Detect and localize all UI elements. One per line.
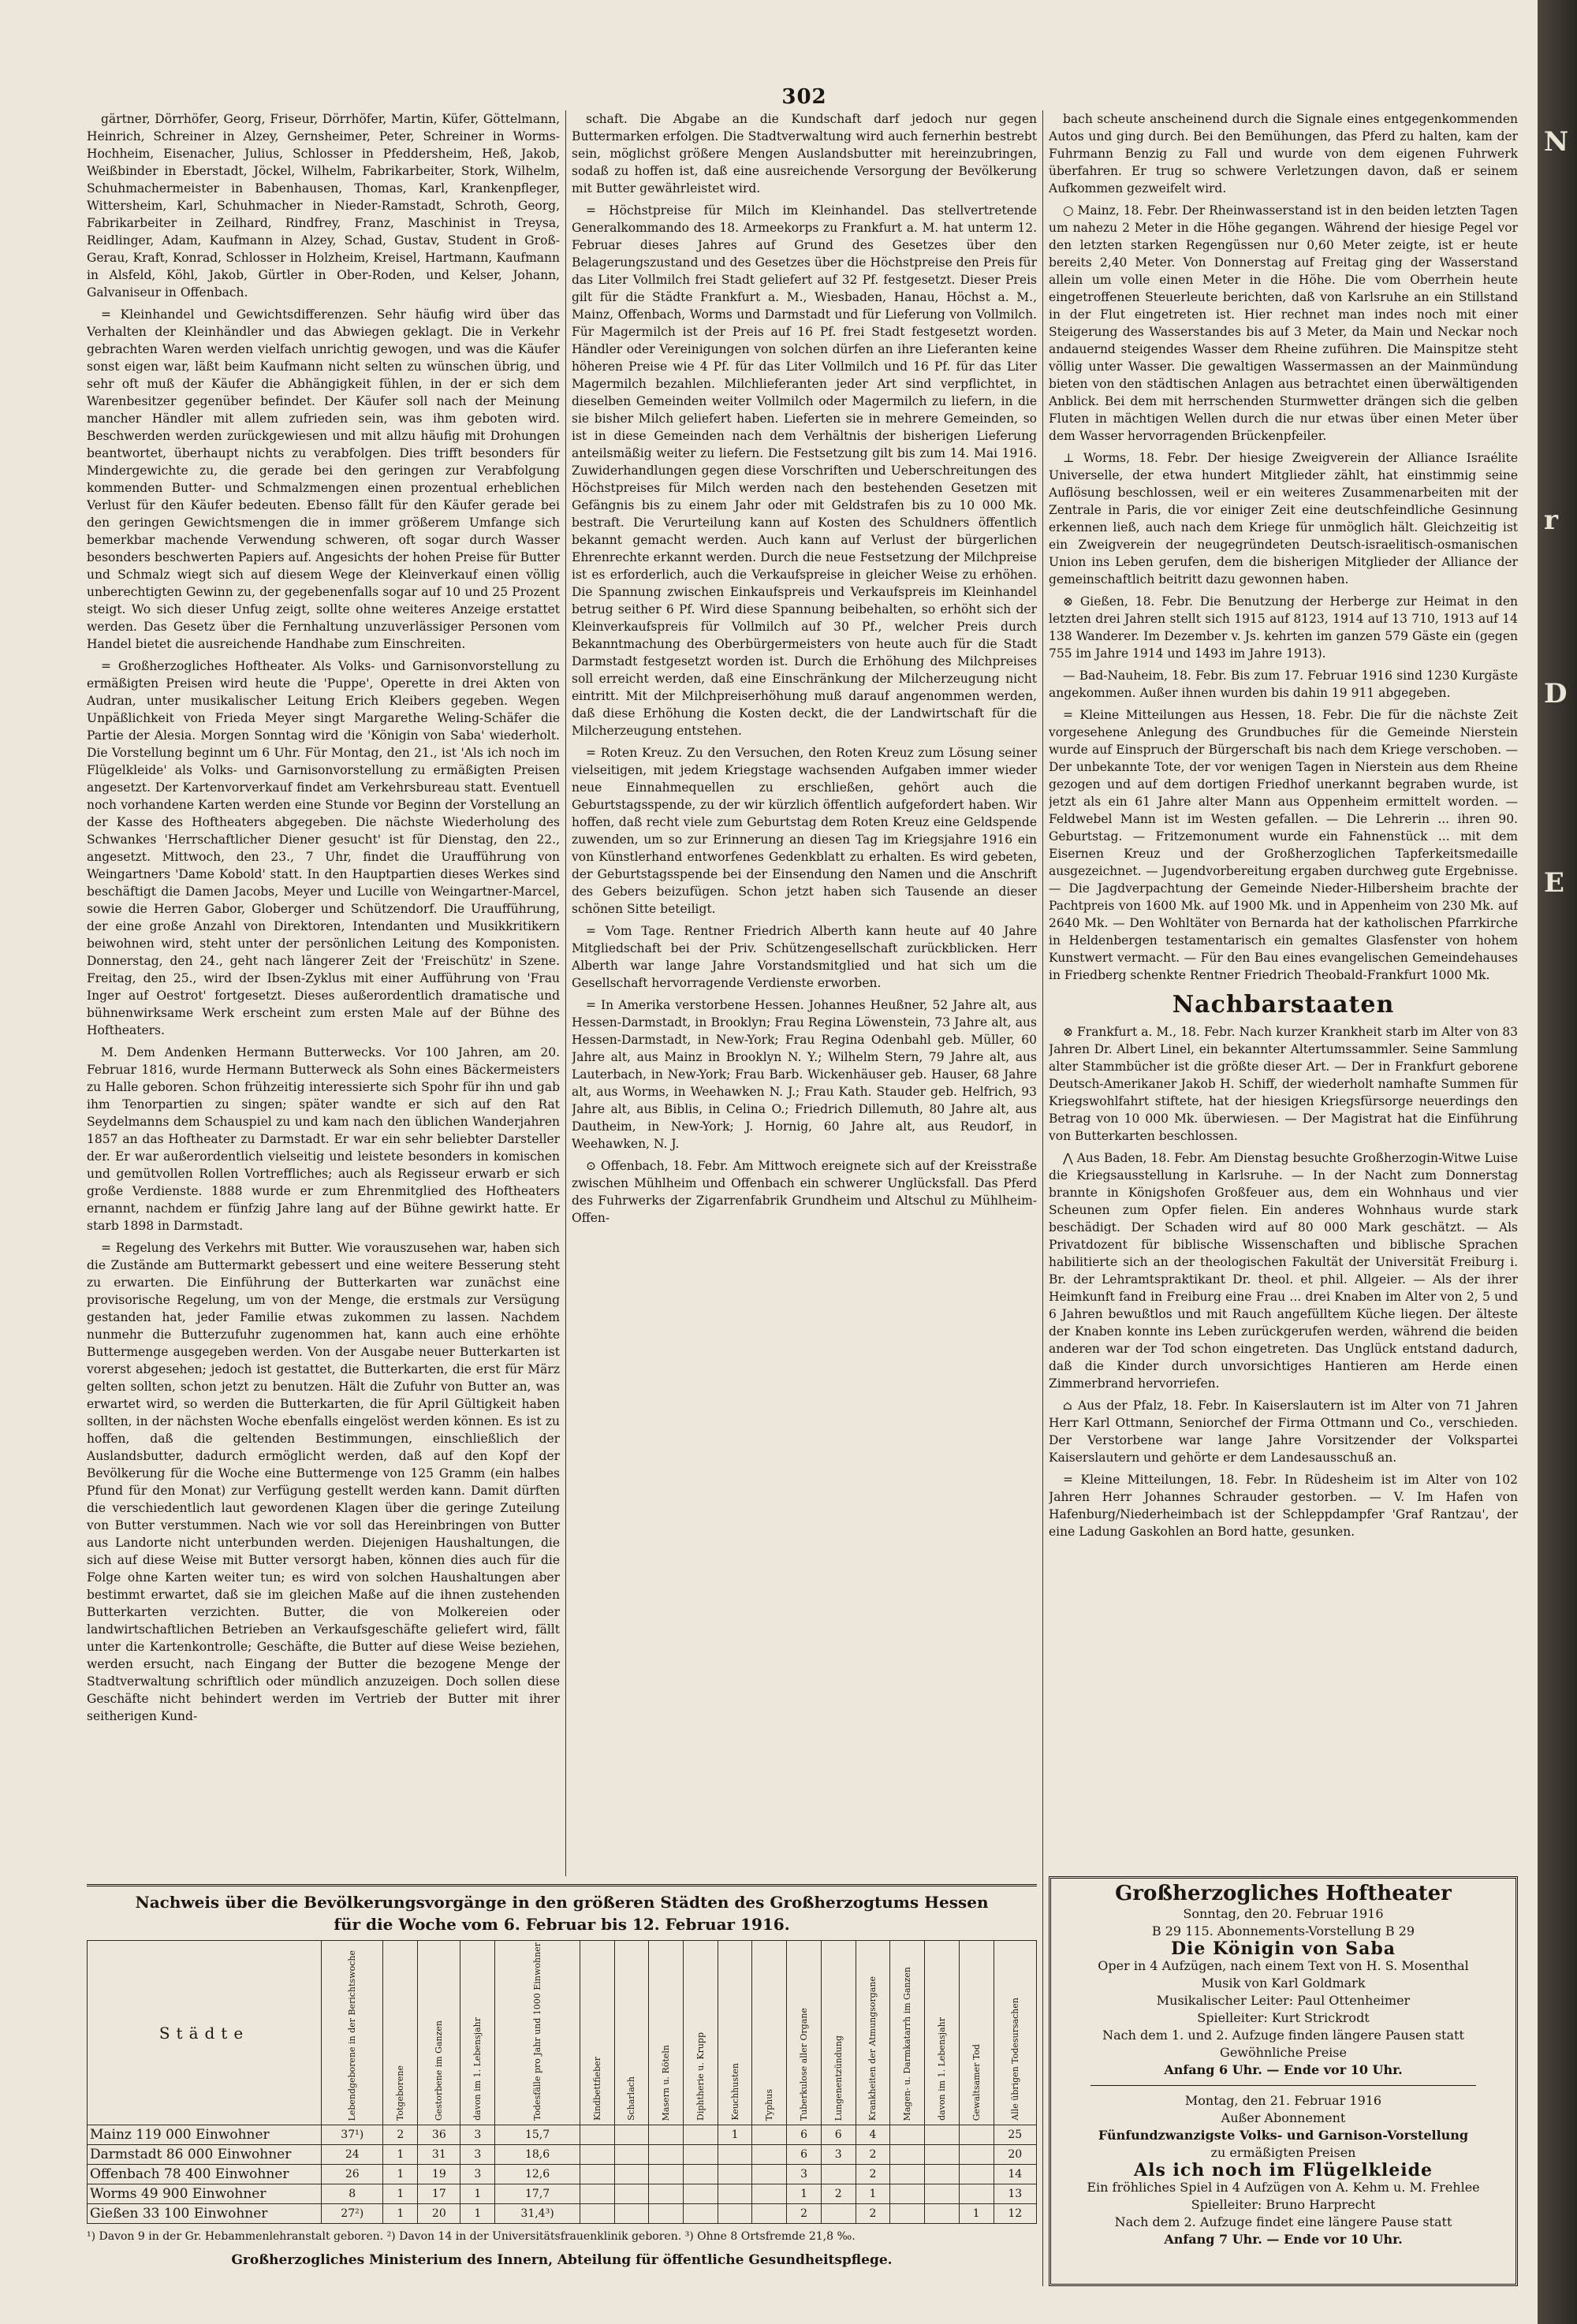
population-table <box>87 1940 1037 2224</box>
table-title <box>87 1884 1037 1935</box>
table-header-label: Lebendgeborene in der Berichtswoche <box>347 1950 358 2121</box>
table-header-cell <box>383 1941 418 2125</box>
table-cell: 27²) <box>322 2204 383 2224</box>
table-header-label: davon im 1. Lebensjahr <box>936 2017 947 2121</box>
theater-play-title: Die Königin von Saba <box>1170 1939 1396 1959</box>
table-cell: 3 <box>460 2145 495 2165</box>
table-cell-city: Mainz 119 000 Einwohner <box>88 2125 322 2145</box>
adjacent-page-edge <box>1538 0 1577 2324</box>
column-divider <box>565 110 566 1876</box>
table-row <box>88 2165 1037 2184</box>
table-footer: Großherzogliches Ministerium des Innern, Abteilung für öffentliche Gesundheitspflege. <box>231 2252 893 2269</box>
table-cell: 8 <box>322 2184 383 2204</box>
table-cell: 6 <box>787 2125 822 2145</box>
table-header-label: Tuberkulose aller Organe <box>799 2007 810 2121</box>
table-header-label: Totgeborene <box>395 2065 406 2121</box>
table-cell <box>684 2125 718 2145</box>
table-cell <box>890 2165 925 2184</box>
column-divider <box>1042 110 1043 2286</box>
article-paragraph: ⊥ Worms, 18. Febr. Der hiesige Zweigverein der Alliance Israélite Universelle, der etwa hundert Mitglieder zählt, hat einstimmig seine Auflösung beschlossen, weil er ein weiteres Zusammenarbeiten mit der Zentrale in Paris, die vor einiger Zeit eine deutschfeindliche Gesinnung erkennen ließ, auch nach dem Kriege für unmöglich hält. Gleichzeitig ist ein Zweigverein der neugegründeten Deutsch-israelitisch-osmanischen Union ins Leben gerufen, dem die bisherigen Mitglieder der Alliance der gemeinschaftlich beitritt dazu gewonnen haben. <box>1049 451 1518 587</box>
table-cell: 1 <box>856 2184 890 2204</box>
table-cell: 15,7 <box>495 2125 580 2145</box>
table-cell <box>614 2204 649 2224</box>
article-paragraph: = Roten Kreuz. Zu den Versuchen, den Roten Kreuz zum Lösung seiner vielseitigen, mit jedem Kriegstage wachsenden Aufgaben immer wieder neue Einnahmequellen zu erschließen, gehört auch die Geburtstagsspende, zu der wir kürzlich öffentlich aufgefordert haben. Wir hoffen, daß recht viele zum Geburtstag dem Roten Kreuz eine Geldspende zuwenden, um so zur Erinnerung an diesen Tag im Kriegsjahre 1916 ein von Künstlerhand entworfenes Gedenkblatt zu erhalten. Es wird gebeten, der Geburtstagsspende bei der Einsendung den Namen und die Anschrift des Gebers beizufügen. Schon jetzt haben sich Tausende an dieser schönen Sitte beteiligt. <box>572 746 1037 916</box>
article-paragraph: M. Dem Andenken Hermann Butterwecks. Vor 100 Jahren, am 20. Februar 1816, wurde Hermann Butterweck als Sohn eines Bäckermeisters zu Halle geboren. Schon frühzeitig interessierte sich Spohr für ihn und gab ihm Tenorpartien zu singen; später wandte er sich auf den Rat Seydelmanns dem Schauspiel zu und kam nach den üblichen Wanderjahren 1857 an das Hoftheater zu Darmstadt. Er war ein sehr beliebter Darsteller der. Er war außerordentlich vielseitig und leistete besonders in komischen und gemütvollen Rollen Vortreffliches; auch als Regisseur erwarb er sich große Verdienste. 1888 wurde er zum Ehrenmitglied des Hoftheaters ernannt, nachdem er fünfzig Jahre lang auf der Bühne gewirkt hatte. Er starb 1898 in Darmstadt. <box>87 1045 560 1233</box>
page-number: 302 <box>781 85 827 109</box>
table-header-cell <box>614 1941 649 2125</box>
table-cell <box>718 2145 752 2165</box>
table-header-label: Kindbettfieber <box>591 2057 602 2121</box>
table-row <box>88 2125 1037 2145</box>
article-paragraph: — Bad-Nauheim, 18. Febr. Bis zum 17. Februar 1916 sind 1230 Kurgäste angekommen. Außer ihnen wurden bis dahin 19 911 abgegeben. <box>1049 669 1518 700</box>
table-cell <box>580 2145 614 2165</box>
table-header-cell <box>684 1941 718 2125</box>
table-cell: 1 <box>383 2184 418 2204</box>
article-paragraph: gärtner, Dörrhöfer, Georg, Friseur, Dörrhöfer, Martin, Küfer, Göttelmann, Heinrich, Schreiner in Alzey, Gernsheimer, Peter, Schreiner in Worms-Hochheim, Eisenacher, Julius, Schlosser in Pfeddersheim, Heß, Jakob, Weißbinder in Eberstadt, Jöckel, Wilhelm, Fabrikarbeiter, Stork, Wilhelm, Schuhmachermeister in Babenhausen, Thomas, Karl, Krankenpfleger, Wittersheim, Karl, Schuhmacher in Nieder-Ramstadt, Schroth, Georg, Fabrikarbeiter in Zeilhard, Rindfrey, Franz, Maschinist in Treysa, Reidlinger, Adam, Kaufmann in Alzey, Schad, Gustav, Student in Groß-Gerau, Kraft, Konrad, Schlosser in Holzheim, Kreisel, Hartmann, Kaufmann in Alsfeld, Köhl, Jakob, Gürtler in Ober-Roden, und Kelser, Johann, Galvaniseur in Offenbach. <box>87 112 560 300</box>
table-cell: 6 <box>787 2145 822 2165</box>
table-cell <box>752 2184 787 2204</box>
article-paragraph: ⊗ Frankfurt a. M., 18. Febr. Nach kurzer Krankheit starb im Alter von 83 Jahren Dr. Albert Linel, ein bekannter Altertumssammler. Seine Sammlung alter Stammbücher ist die größte dieser Art. — Der in Frankfurt geborene Deutsch-Amerikaner Jakob H. Schiff, der wiederholt namhafte Summen für Kriegswohlfahrt stiftete, hat der hiesigen Kriegsfürsorge neuerdings den Betrag von 10 000 Mk. überwiesen. — Der Magistrat hat die Einführung von Butterkarten beschlossen. <box>1049 1025 1518 1143</box>
table-cell: 1 <box>718 2125 752 2145</box>
table-cell: 6 <box>821 2125 856 2145</box>
table-cell: 3 <box>460 2165 495 2184</box>
table-cell: 1 <box>959 2204 994 2224</box>
table-cell <box>614 2125 649 2145</box>
table-cell: 3 <box>787 2165 822 2184</box>
table-header-label: Diphtherie u. Krupp <box>695 2032 706 2121</box>
table-cell <box>890 2184 925 2204</box>
article-paragraph: ⊙ Offenbach, 18. Febr. Am Mittwoch ereignete sich auf der Kreisstraße zwischen Mühlheim und Offenbach ein schwerer Unglücksfall. Das Pferd des Fuhrwerks der Zigarrenfabrik Grundheim und Altschul zu Mühlheim-Offen- <box>572 1159 1037 1225</box>
theater-play-desc: Ein fröhliches Spiel in 4 Aufzügen von A. Kehm u. M. Frehlee <box>1087 2180 1480 2195</box>
table-cell <box>752 2165 787 2184</box>
table-cell: 4 <box>856 2125 890 2145</box>
table-cell <box>821 2165 856 2184</box>
article-paragraph: = Kleine Mitteilungen, 18. Febr. In Rüdesheim ist im Alter von 102 Jahren Herr Johannes Schrauder gestorben. — V. Im Hafen von Hafenburg/Niederheimbach ist der Schleppdampfer 'Graf Rantzau', der eine Ladung Gaskohlen an Bord hatte, gesunken. <box>1049 1473 1518 1539</box>
table-cell <box>614 2184 649 2204</box>
theater-day: Sonntag, den 20. Februar 1916 <box>1183 1906 1384 1921</box>
table-cell: 20 <box>994 2145 1037 2165</box>
table-header-cell <box>718 1941 752 2125</box>
article-paragraph: schaft. Die Abgabe an die Kundschaft darf jedoch nur gegen Buttermarken erfolgen. Die Stadtverwaltung wird auch fernerhin bestrebt sein, möglichst größere Mengen Auslandsbutter mit hereinzubringen, sodaß zu hoffen ist, daß eine ausreichende Versorgung der Bevölkerung mit Butter gewährleistet wird. <box>572 112 1037 196</box>
table-cell: 17 <box>418 2184 460 2204</box>
table-cell <box>614 2165 649 2184</box>
table-header-cell <box>460 1941 495 2125</box>
table-cell <box>821 2204 856 2224</box>
table-cell: 20 <box>418 2204 460 2224</box>
table-row <box>88 2184 1037 2204</box>
middle-column <box>572 110 1037 1876</box>
theater-title: Großherzogliches Hoftheater <box>1115 1882 1452 1905</box>
table-cell <box>580 2204 614 2224</box>
article-paragraph: bach scheute anscheinend durch die Signale eines entgegenkommenden Autos und ging durch. Bei den Bemühungen, das Pferd zu halten, kam der Fuhrmann Benzig zu Fall und wurde von dem eigenen Fuhrwerk überfahren. Er trug so schwere Verletzungen davon, daß er seinem Aufkommen gezweifelt wird. <box>1049 112 1518 196</box>
table-cell: 12,6 <box>495 2165 580 2184</box>
table-header-cell <box>994 1941 1037 2125</box>
table-cell: 17,7 <box>495 2184 580 2204</box>
table-row <box>88 2204 1037 2224</box>
table-cell-city: Offenbach 78 400 Einwohner <box>88 2165 322 2184</box>
table-cell: 1 <box>383 2204 418 2224</box>
table-header-cell <box>787 1941 822 2125</box>
article-paragraph: ⌂ Aus der Pfalz, 18. Febr. In Kaiserslautern ist im Alter von 71 Jahren Herr Karl Ottmann, Seniorchef der Firma Ottmann und Co., verschieden. Der Verstorbene war lange Jahre Vorsitzender der Volkspartei Kaiserslautern und gehörte er dem Landesausschuß an. <box>1049 1398 1518 1465</box>
table-cell <box>649 2125 684 2145</box>
table-header-cell <box>959 1941 994 2125</box>
table-cell <box>684 2204 718 2224</box>
article-paragraph: ○ Mainz, 18. Febr. Der Rheinwasserstand ist in den beiden letzten Tagen um nahezu 2 Meter in die Höhe gegangen. Während der hiesige Pegel vor den letzten starken Regengüssen nur 0,60 Meter zeigte, ist er heute bereits 2,40 Meter. Von Donnerstag auf Freitag ging der Wasserstand allein um volle einen Meter in die Höhe. Die vom Oberrhein heute eingetroffenen Steuerleute berichten, daß von Karlsruhe an ein Stillstand in der Flut eingetreten ist. Hier rechnet man indes noch mit einer Steigerung des Wasserstandes bis auf 3 Meter, da Main und Neckar noch andauernd steigendes Wasser dem Rheine zuführen. Die Mainspitze steht völlig unter Wasser. Die gewaltigen Wassermassen an der Mainmündung bieten von den städtischen Anlagen aus betrachtet einen überwältigenden Anblick. Bei dem mit herrschenden Sturmwetter drängen sich die gelben Fluten in mächtigen Wellen durch die nur etwas über einen Meter über dem Wasser hervorragenden Brückenpfeiler. <box>1049 203 1518 443</box>
table-cell-city: Gießen 33 100 Einwohner <box>88 2204 322 2224</box>
table-cell: 31,4³) <box>495 2204 580 2224</box>
table-cell <box>925 2145 960 2165</box>
table-cell-city: Darmstadt 86 000 Einwohner <box>88 2145 322 2165</box>
table-header-cell <box>322 1941 383 2125</box>
table-cell: 25 <box>994 2125 1037 2145</box>
table-cell <box>684 2165 718 2184</box>
table-cell: 26 <box>322 2165 383 2184</box>
table-cell: 19 <box>418 2165 460 2184</box>
table-cell <box>959 2145 994 2165</box>
table-cell: 12 <box>994 2204 1037 2224</box>
table-cell: 3 <box>821 2145 856 2165</box>
table-cell <box>959 2125 994 2145</box>
table-cell: 2 <box>856 2165 890 2184</box>
table-cell: 2 <box>383 2125 418 2145</box>
table-header-label: Krankheiten der Atmungsorgane <box>867 1976 878 2121</box>
table-cell <box>959 2165 994 2184</box>
table-cell: 1 <box>460 2184 495 2204</box>
table-cell <box>649 2184 684 2204</box>
table-header-cell <box>580 1941 614 2125</box>
table-header-cell <box>495 1941 580 2125</box>
table-cell <box>925 2184 960 2204</box>
table-notes: ¹) Davon 9 in der Gr. Hebammenlehranstalt geboren. ²) Davon 14 in der Universitätsfrauenklinik geboren. ³) Ohne 8 Ortsfremde 21,8 ‰. <box>87 2230 856 2244</box>
edge-letter: r <box>1544 505 1558 536</box>
edge-letter: N <box>1544 126 1569 158</box>
theater-day: Montag, den 21. Februar 1916 <box>1184 2093 1382 2108</box>
table-cell <box>890 2145 925 2165</box>
theater-abo-prices: zu ermäßigten Preisen <box>1210 2145 1356 2160</box>
table-cell: 2 <box>856 2145 890 2165</box>
theater-time: Anfang 6 Uhr. — Ende vor 10 Uhr. <box>1164 2062 1403 2077</box>
article-paragraph: = Regelung des Verkehrs mit Butter. Wie vorauszusehen war, haben sich die Zustände am Buttermarkt gebessert und eine weitere Besserung steht zu erwarten. Die Einführung der Butterkarten war zunächst eine provisorische Regelung, um von der Menge, die erstmals zur Versügung gestanden hat, jeder Familie etwas zukommen zu lassen. Nachdem nunmehr die Butterzufuhr zugenommen hat, kann auch eine erhöhte Buttermenge ausgegeben werden. Von der Ausgabe neuer Butterkarten ist vorerst abgesehen; jedoch ist gestattet, die Butterkarten, die erst für März gelten sollten, schon jetzt zu benutzen. Hält die Zufuhr von Butter an, was erwartet wird, so werden die Butterkarten, die für April Gültigkeit haben sollten, in der nächsten Woche ebenfalls eingelöst werden können. Es ist zu hoffen, daß die geltenden Bestimmungen, einschließlich der Auslandsbutter, dadurch ermöglicht werden, daß auf den Kopf der Bevölkerung für die Woche eine Buttermenge von 125 Gramm (ein halbes Pfund für den Monat) zur Verfügung gestellt werden kann. Damit dürften die verschiedentlich laut gewordenen Klagen über die geringe Zuteilung von Butter verstummen. Nach wie vor soll das Hereinbringen von Butter aus Landorte nicht unterbunden werden. Diejenigen Haushaltungen, die sich auf diese Weise mit Butter versorgt haben, können dies auch für die Folge ohne Karten weiter tun; es wird von solchen Haushaltungen aber bestimmt erwartet, daß sie im gleichen Maße auf die ihnen zustehenden Butterkarten verzichten. Butter, die von Molkereien oder landwirtschaftlichen Betrieben an Verkaufsgeschäfte geliefert wird, fällt unter die Kartenkontrolle; Geschäfte, die Butter auf diese Weise beziehen, werden ersucht, nach Eingang der Butter die bezogene Menge der Stadtverwaltung schriftlich oder mündlich anzuzeigen. Doch sollen diese Geschäfte nicht behindert werden im Vertrieb der Butter mit ihrer seitherigen Kund- <box>87 1241 560 1723</box>
table-header-label: Gewaltsamer Tod <box>971 2043 982 2121</box>
table-cell <box>959 2184 994 2204</box>
theater-play-desc: Oper in 4 Aufzügen, nach einem Text von H. S. Mosenthal <box>1098 1958 1469 1973</box>
table-header-label: Alle übrigen Todesursachen <box>1009 1998 1020 2121</box>
theater-pause: Nach dem 1. und 2. Aufzuge finden längere Pausen statt <box>1102 2028 1464 2043</box>
article-paragraph: ⋀ Aus Baden, 18. Febr. Am Dienstag besuchte Großherzogin-Witwe Luise die Kriegsausstellung in Karlsruhe. — In der Nacht zum Donnerstag brannte in Königshofen Großfeuer aus, dem ein Wohnhaus und vier Scheunen zum Opfer fielen. Ein anderes Wohnhaus wurde stark beschädigt. Der Schaden wird auf 80 000 Mark geschätzt. — Als Privatdozent für biblische Wissenschaften und biblische Sprachen habilitierte sich an der theologischen Fakultät der Universität Freiburg i. Br. der Lehramtspraktikant Dr. theol. et phil. Allgeier. — Als der ihrer Heimkunft fand in Freiburg eine Frau ... drei Knaben im Alter von 2, 5 und 6 Jahren bewußtlos und mit Rauch angefülltem Küche liegen. Der älteste der Knaben konnte ins Leben zurückgerufen werden, während die beiden anderen war der Tod schon eingetreten. Das Unglück entstand dadurch, daß die Kinder durch unvorsichtiges Hantieren am Herde einen Zimmerbrand hervorriefen. <box>1049 1151 1518 1391</box>
theater-director: Spielleiter: Kurt Strickrodt <box>1197 2010 1370 2025</box>
table-header-label: Masern u. Röteln <box>661 2044 672 2121</box>
table-cell: 31 <box>418 2145 460 2165</box>
table-cell: 1 <box>383 2165 418 2184</box>
table-title-line: für die Woche vom 6. Februar bis 12. Februar 1916. <box>334 1915 790 1934</box>
table-cell: 2 <box>856 2204 890 2224</box>
table-header-label: Keuchhusten <box>729 2063 740 2121</box>
section-heading: Nachbarstaaten <box>1172 991 1395 1019</box>
table-cell: 14 <box>994 2165 1037 2184</box>
table-cell <box>580 2165 614 2184</box>
table-header-label: davon im 1. Lebensjahr <box>472 2017 483 2121</box>
article-paragraph: = Vom Tage. Rentner Friedrich Alberth kann heute auf 40 Jahre Mitgliedschaft bei der Priv. Schützengesellschaft zurückblicken. Herr Alberth war lange Jahre Vorstandsmitglied und hat sich um die Gesellschaft hervorragende Verdienste erworben. <box>572 924 1037 990</box>
table-header-cell <box>418 1941 460 2125</box>
article-paragraph: = Kleine Mitteilungen aus Hessen, 18. Febr. Die für die nächste Zeit vorgesehene Anlegung des Grundbuches für die Gemeinde Nierstein wurde auf Einspruch der Bürgerschaft bis nach dem Kriege verschoben. — Der unbekannte Tote, der vor wenigen Tagen in Nierstein aus dem Rheine gezogen und auf dem dortigen Friedhof unerkannt begraben wurde, ist jetzt als ein 61 Jahre alter Mann aus Oppenheim ermittelt worden. — Feldwebel Mann ist im Westen gefallen. — Die Lehrerin ... ihren 90. Geburtstag. — Fritzemonument wurde ein Fahnenstück ... mit dem Eisernen Kreuz und der Großherzoglichen Tapferkeitsmedaille ausgezeichnet. — Jugendvorbereitung ergaben durchweg gute Ergebnisse. — Die Jagdverpachtung der Gemeinde Nieder-Hilbersheim brachte der Pachtpreis von 1600 Mk. auf 1900 Mk. und in Appenheim von 230 Mk. auf 2640 Mk. — Den Wohltäter von Bernarda hat der katholischen Pfarrkirche in Heldenbergen testamentarisch ein gemaltes Glasfenster von hohem Kunstwert vermacht. — Für den Bau eines evangelischen Gemeindehauses in Friedberg schenkte Rentner Friedrich Theobald-Frankfurt 1000 Mk. <box>1049 708 1518 982</box>
table-cell <box>649 2204 684 2224</box>
article-paragraph: = Höchstpreise für Milch im Kleinhandel. Das stellvertretende Generalkommando des 18. Armeekorps zu Frankfurt a. M. hat unterm 12. Februar dieses Jahres auf Grund des Gesetzes über den Belagerungszustand und des Gesetzes über die Höchstpreise den Preis für das Liter Vollmilch frei Stadt geliefert auf 32 Pf. festgesetzt. Dieser Preis gilt für die Städte Frankfurt a. M., Wiesbaden, Hanau, Höchst a. M., Mainz, Offenbach, Worms und Darmstadt und für Lieferung von Vollmilch. Für Magermilch ist der Preis auf 16 Pf. frei Stadt festgesetzt worden. Händler oder Vereinigungen von solchen dürfen an ihre Lieferanten keine höheren Preise wie 4 Pf. für das Liter Vollmilch und 16 Pf. für das Liter Magermilch bezahlen. Milchlieferanten jeder Art sind verpflichtet, in dieselben Gemeinden weiter Vollmilch oder Magermilch zu liefern, in die sie bisher Milch geliefert haben. Lieferten sie in mehrere Gemeinden, so ist in diese Gemeinden nach dem Verhältnis der bisherigen Lieferung anteilsmäßig weiter zu liefern. Die Festsetzung gilt bis zum 14. Mai 1916. Zuwiderhandlungen gegen diese Vorschriften und Ueberschreitungen des Höchstpreises für Milch werden nach den bestehenden Gesetzen mit Gefängnis bis zu einem Jahr oder mit Geldstrafen bis zu 10 000 Mk. bestraft. Die Verurteilung kann auf Kosten des Schuldners öffentlich bekannt gemacht werden. Auch kann auf Verlust der bürgerlichen Ehrenrechte erkannt werden. Durch die neue Festsetzung der Milchpreise ist es erforderlich, auch die Verkaufspreise in gleicher Weise zu erhöhen. Die Spannung zwischen Einkaufspreis und Verkaufspreis im Kleinhandel betrug seither 6 Pf. Wird diese Spannung beibehalten, so erhöht sich der Kleinverkaufspreis für Vollmilch auf 30 Pf., welcher Preis durch Bekanntmachung des Oberbürgermeisters von heute auch für die Stadt Darmstadt festgesetzt worden ist. Durch die Erhöhung des Milchpreises soll erreicht werden, daß eine Einschränkung der Milcherzeugung nicht eintritt. Mit der Milchpreiserhöhung muß darauf angenommen werden, daß diese Erhöhung die Kosten deckt, die der Landwirtschaft für die Milcherzeugung entstehen. <box>572 203 1037 738</box>
table-cell <box>752 2125 787 2145</box>
edge-letter: D <box>1544 678 1568 709</box>
theater-time: Anfang 7 Uhr. — Ende vor 10 Uhr. <box>1164 2232 1403 2247</box>
table-header-cell <box>856 1941 890 2125</box>
table-header-label: Lungenentzündung <box>833 2035 844 2121</box>
theater-pause: Nach dem 2. Aufzuge findet eine längere Pause statt <box>1114 2214 1452 2229</box>
table-header-label: Scharlach <box>626 2076 637 2121</box>
table-cell <box>890 2125 925 2145</box>
table-cell <box>925 2204 960 2224</box>
table-header-label: Todesfälle pro Jahr und 1000 Einwohner <box>532 1942 543 2121</box>
table-cell: 2 <box>821 2184 856 2204</box>
article-paragraph: = Kleinhandel und Gewichtsdifferenzen. Sehr häufig wird über das Verhalten der Kleinhändler und das Abwiegen geklagt. Die in Verkehr gebrachten Waren werden vielfach unrichtig gewogen, und was die Käufer sonst eigen war, läßt beim Kaufmann nicht selten zu wünschen übrig, und sehr oft muß der Käufer die Abhängigkeit fühlen, in der er sich dem Warenbesitzer gegenüber befindet. Der Käufer soll nach der Meinung mancher Händler mit allem zufrieden sein, was ihm geboten wird. Beschwerden werden zurückgewiesen und mit allzu häufig mit Drohungen beantwortet, überhaupt nichts zu verabfolgen. Dies trifft besonders für Mindergewichte zu, die gerade bei den geringen zur Verabfolgung kommenden Butter- und Schmalzmengen einen prozentual erheblichen Verlust für den Käufer bedeuten. Ebenso fällt für den Käufer gerade bei den geringen Gewichtsmengen die in immer größerem Umfange sich bemerkbar machende Verwendung schweren, oft sogar durch Wasser besonders beschwerten Papiers auf. Angesichts der hohen Preise für Butter und Schmalz wiegt sich auf diesem Wege der Kleinverkauf einen völlig unberechtigten Gewinn zu, der gegebenenfalls sogar auf 10 und 25 Prozent steigt. Wo sich dieser Unfug zeigt, sollte ohne weiteres Anzeige erstattet werden. Das Gesetz über die Fernhaltung unzuverlässiger Personen vom Handel bietet die ausreichende Handhabe zum Einschreiten. <box>87 307 560 651</box>
left-column <box>87 110 560 1876</box>
table-header-label: Magen- u. Darmkatarrh im Ganzen <box>902 1966 913 2121</box>
table-cell: 3 <box>460 2125 495 2145</box>
table-cell <box>752 2145 787 2165</box>
table-cell <box>580 2125 614 2145</box>
theater-abo: Außer Abonnement <box>1221 2110 1346 2125</box>
table-cell <box>649 2165 684 2184</box>
article-paragraph: ⊗ Gießen, 18. Febr. Die Benutzung der Herberge zur Heimat in den letzten drei Jahren stellt sich 1915 auf 8123, 1914 auf 13 710, 1913 auf 14 138 Wanderer. Im Dezember v. Js. kehrten im ganzen 579 Gäste ein (gegen 755 im Jahre 1914 und 1493 im Jahre 1913). <box>1049 594 1518 661</box>
theater-music: Musik von Karl Goldmark <box>1201 1976 1366 1991</box>
table-header-cell <box>752 1941 787 2125</box>
right-column <box>1049 110 1518 1860</box>
table-cell: 1 <box>787 2184 822 2204</box>
table-cell <box>890 2204 925 2224</box>
article-paragraph: = In Amerika verstorbene Hessen. Johannes Heußner, 52 Jahre alt, aus Hessen-Darmstadt, in Brooklyn; Frau Regina Löwenstein, 73 Jahre alt, aus Hessen-Darmstadt, in New-York; Frau Regina Odenbahl geb. Müller, 60 Jahre alt, aus Mainz in Brooklyn N. Y.; Wilhelm Stern, 79 Jahre alt, aus Lauterbach, in New-York; Frau Barb. Wickenhäuser geb. Hauser, 68 Jahre alt, aus Worms, in Weehawken N. J.; Frau Kath. Stauder geb. Helfrich, 93 Jahre alt, aus Biblis, in Celina O.; Friedrich Dillemuth, 80 Jahre alt, aus Dautheim, in New-York; J. Hornig, 60 Jahre alt, aus Reudorf, in Weehawken, N. J. <box>572 998 1037 1151</box>
table-cell: 13 <box>994 2184 1037 2204</box>
table-cell: 1 <box>383 2145 418 2165</box>
table-cell <box>718 2165 752 2184</box>
theater-director: Spielleiter: Bruno Harprecht <box>1191 2197 1376 2212</box>
table-cell: 2 <box>787 2204 822 2224</box>
article-paragraph: = Großherzogliches Hoftheater. Als Volks- und Garnisonvorstellung zu ermäßigten Preisen wird heute die 'Puppe', Operette in drei Akten von Audran, unter musikalischer Leitung Erich Kleibers gegeben. Wegen Unpäßlichkeit von Frieda Meyer singt Margarethe Weling-Schäfer die Partie der Alesia. Morgen Sonntag wird die 'Königin von Saba' wiederholt. Die Vorstellung beginnt um 6 Uhr. Für Montag, den 21., ist 'Als ich noch im Flügelkleide' als Volks- und Garnisonvorstellung zu ermäßigten Preisen angesetzt. Der Kartenvorverkauf findet am Verkehrsbureau statt. Eventuell noch vorhandene Karten werden eine Stunde vor Beginn der Vorstellung an der Kasse des Hoftheaters abgegeben. Die nächste Wiederholung des Schwankes 'Herrschaftlicher Diener gesucht' ist für Dienstag, den 22., angesetzt. Mittwoch, den 23., 7 Uhr, findet die Uraufführung von Weingartners 'Dame Kobold' statt. In den Hauptpartien dieses Werkes sind beschäftigt die Damen Jacobs, Meyer und Lucille von Weingartner-Marcel, sowie die Herren Gabor, Globerger und Schützendorf. Die Uraufführung, der eine große Anzahl von Direktoren, Intendanten und Musikkritikern beiwohnen wird, steht unter der persönlichen Leitung des Komponisten. Donnerstag, den 24., geht nach längerer Zeit der 'Freischütz' in Szene. Freitag, den 25., wird der Ibsen-Zyklus mit einer Aufführung von 'Frau Inger auf Oestrot' fortgesetzt. Dieses außerordentlich dramatische und bühnenwirksame Werk erscheint zum ersten Male auf der Bühne des Hoftheaters. <box>87 659 560 1037</box>
table-cell <box>718 2204 752 2224</box>
theater-prices: Gewöhnliche Preise <box>1220 2045 1347 2060</box>
table-header-cell <box>890 1941 925 2125</box>
theater-program-box <box>1049 1876 1518 2286</box>
table-cell: 37¹) <box>322 2125 383 2145</box>
table-title-line: Nachweis über die Bevölkerungsvorgänge in den größeren Städten des Großherzogtums Hessen <box>135 1893 989 1912</box>
table-header-label: Typhus <box>764 2088 775 2121</box>
table-cell: 1 <box>460 2204 495 2224</box>
table-cell <box>925 2125 960 2145</box>
table-cell <box>649 2145 684 2165</box>
population-table-section <box>87 1884 1037 2278</box>
theater-divider <box>1090 2085 1476 2086</box>
theater-abo-title: Fünfundzwanzigste Volks- und Garnison-Vorstellung <box>1098 2128 1469 2143</box>
table-cell <box>614 2145 649 2165</box>
table-cell <box>752 2204 787 2224</box>
table-header-city: Städte <box>88 1941 322 2125</box>
table-header-cell <box>649 1941 684 2125</box>
table-header-label: Gestorbene im Ganzen <box>434 2020 445 2121</box>
theater-lead: Musikalischer Leiter: Paul Ottenheimer <box>1156 1993 1411 2008</box>
theater-abo: B 29 115. Abonnements-Vorstellung B 29 <box>1151 1924 1415 1939</box>
edge-letter: E <box>1544 867 1564 899</box>
table-row <box>88 2145 1037 2165</box>
theater-play-title: Als ich noch im Flügelkleide <box>1134 2160 1433 2181</box>
table-cell <box>684 2184 718 2204</box>
table-cell <box>925 2165 960 2184</box>
table-cell <box>580 2184 614 2204</box>
table-cell <box>718 2184 752 2204</box>
table-cell <box>684 2145 718 2165</box>
table-header-cell <box>821 1941 856 2125</box>
table-cell: 18,6 <box>495 2145 580 2165</box>
table-cell: 36 <box>418 2125 460 2145</box>
table-header-cell <box>925 1941 960 2125</box>
table-cell: 24 <box>322 2145 383 2165</box>
table-cell-city: Worms 49 900 Einwohner <box>88 2184 322 2204</box>
